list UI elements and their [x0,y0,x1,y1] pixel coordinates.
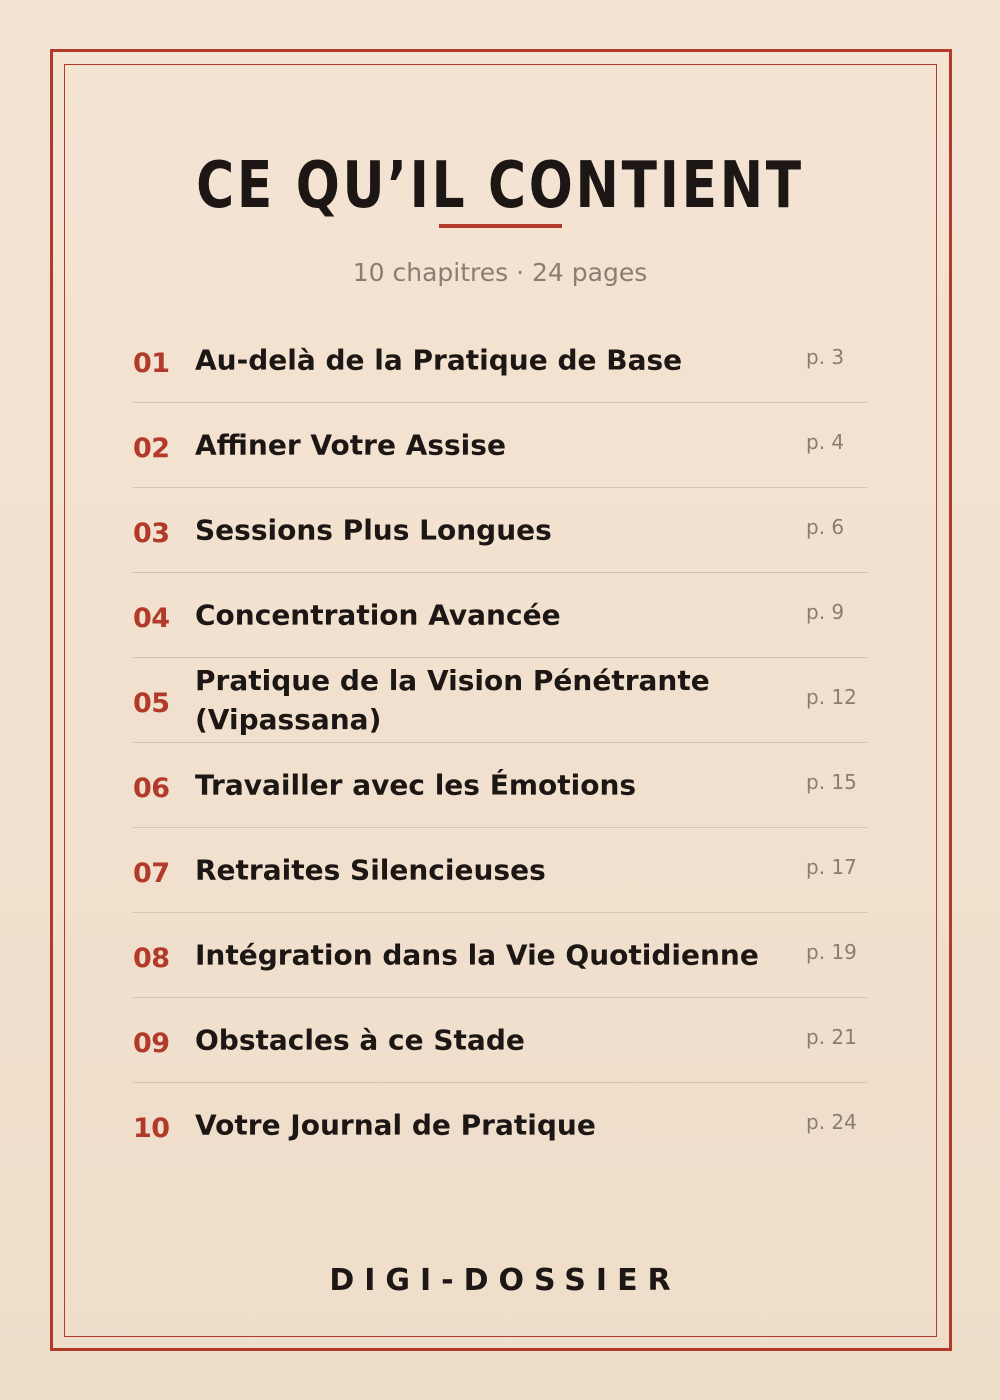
toc-row [133,1083,867,1167]
chapter-number: 09 [133,1028,170,1060]
chapter-page: p. 12 [806,685,857,710]
chapter-number: 02 [133,433,170,465]
chapter-title: Travailler avec les Émotions [195,768,637,802]
chapter-page: p. 6 [806,515,845,540]
chapter-number: 03 [133,518,170,550]
chapter-number: 06 [133,773,170,805]
toc-row [133,318,867,403]
toc-row [133,658,867,743]
chapter-number: 05 [133,688,170,720]
chapter-title: Votre Journal de Pratique [195,1108,596,1142]
chapter-title: Concentration Avancée [195,598,561,632]
page-title: CE QU’IL CONTIENT [196,149,804,223]
brand-footer: DIGI-DOSSIER [329,1263,681,1298]
chapter-title: Au-delà de la Pratique de Base [195,343,683,377]
chapter-page: p. 3 [806,345,845,370]
chapter-page: p. 24 [806,1110,857,1135]
chapter-number: 10 [133,1113,170,1145]
chapter-page: p. 15 [806,770,857,795]
chapter-number: 04 [133,603,170,635]
toc-row [133,828,867,913]
chapter-page: p. 9 [806,600,845,625]
chapter-page: p. 21 [806,1025,857,1050]
table-of-contents [133,318,867,1167]
toc-row [133,743,867,828]
chapter-title: Sessions Plus Longues [195,513,552,547]
toc-row [133,913,867,998]
page-subtitle: 10 chapitres · 24 pages [352,258,648,287]
toc-row [133,998,867,1083]
chapter-page: p. 4 [806,430,845,455]
chapter-title: Retraites Silencieuses [195,853,546,887]
toc-row [133,403,867,488]
chapter-title: Intégration dans la Vie Quotidienne [195,938,759,972]
chapter-page: p. 19 [806,940,857,965]
title-underline [439,224,562,228]
chapter-number: 07 [133,858,170,890]
toc-row [133,573,867,658]
chapter-number: 01 [133,348,170,380]
chapter-title: Affiner Votre Assise [195,428,506,462]
chapter-number: 08 [133,943,170,975]
chapter-title: Pratique de la Vision Pénétrante (Vipassana) [195,664,710,736]
toc-row [133,488,867,573]
chapter-title: Obstacles à ce Stade [195,1023,525,1057]
chapter-page: p. 17 [806,855,857,880]
